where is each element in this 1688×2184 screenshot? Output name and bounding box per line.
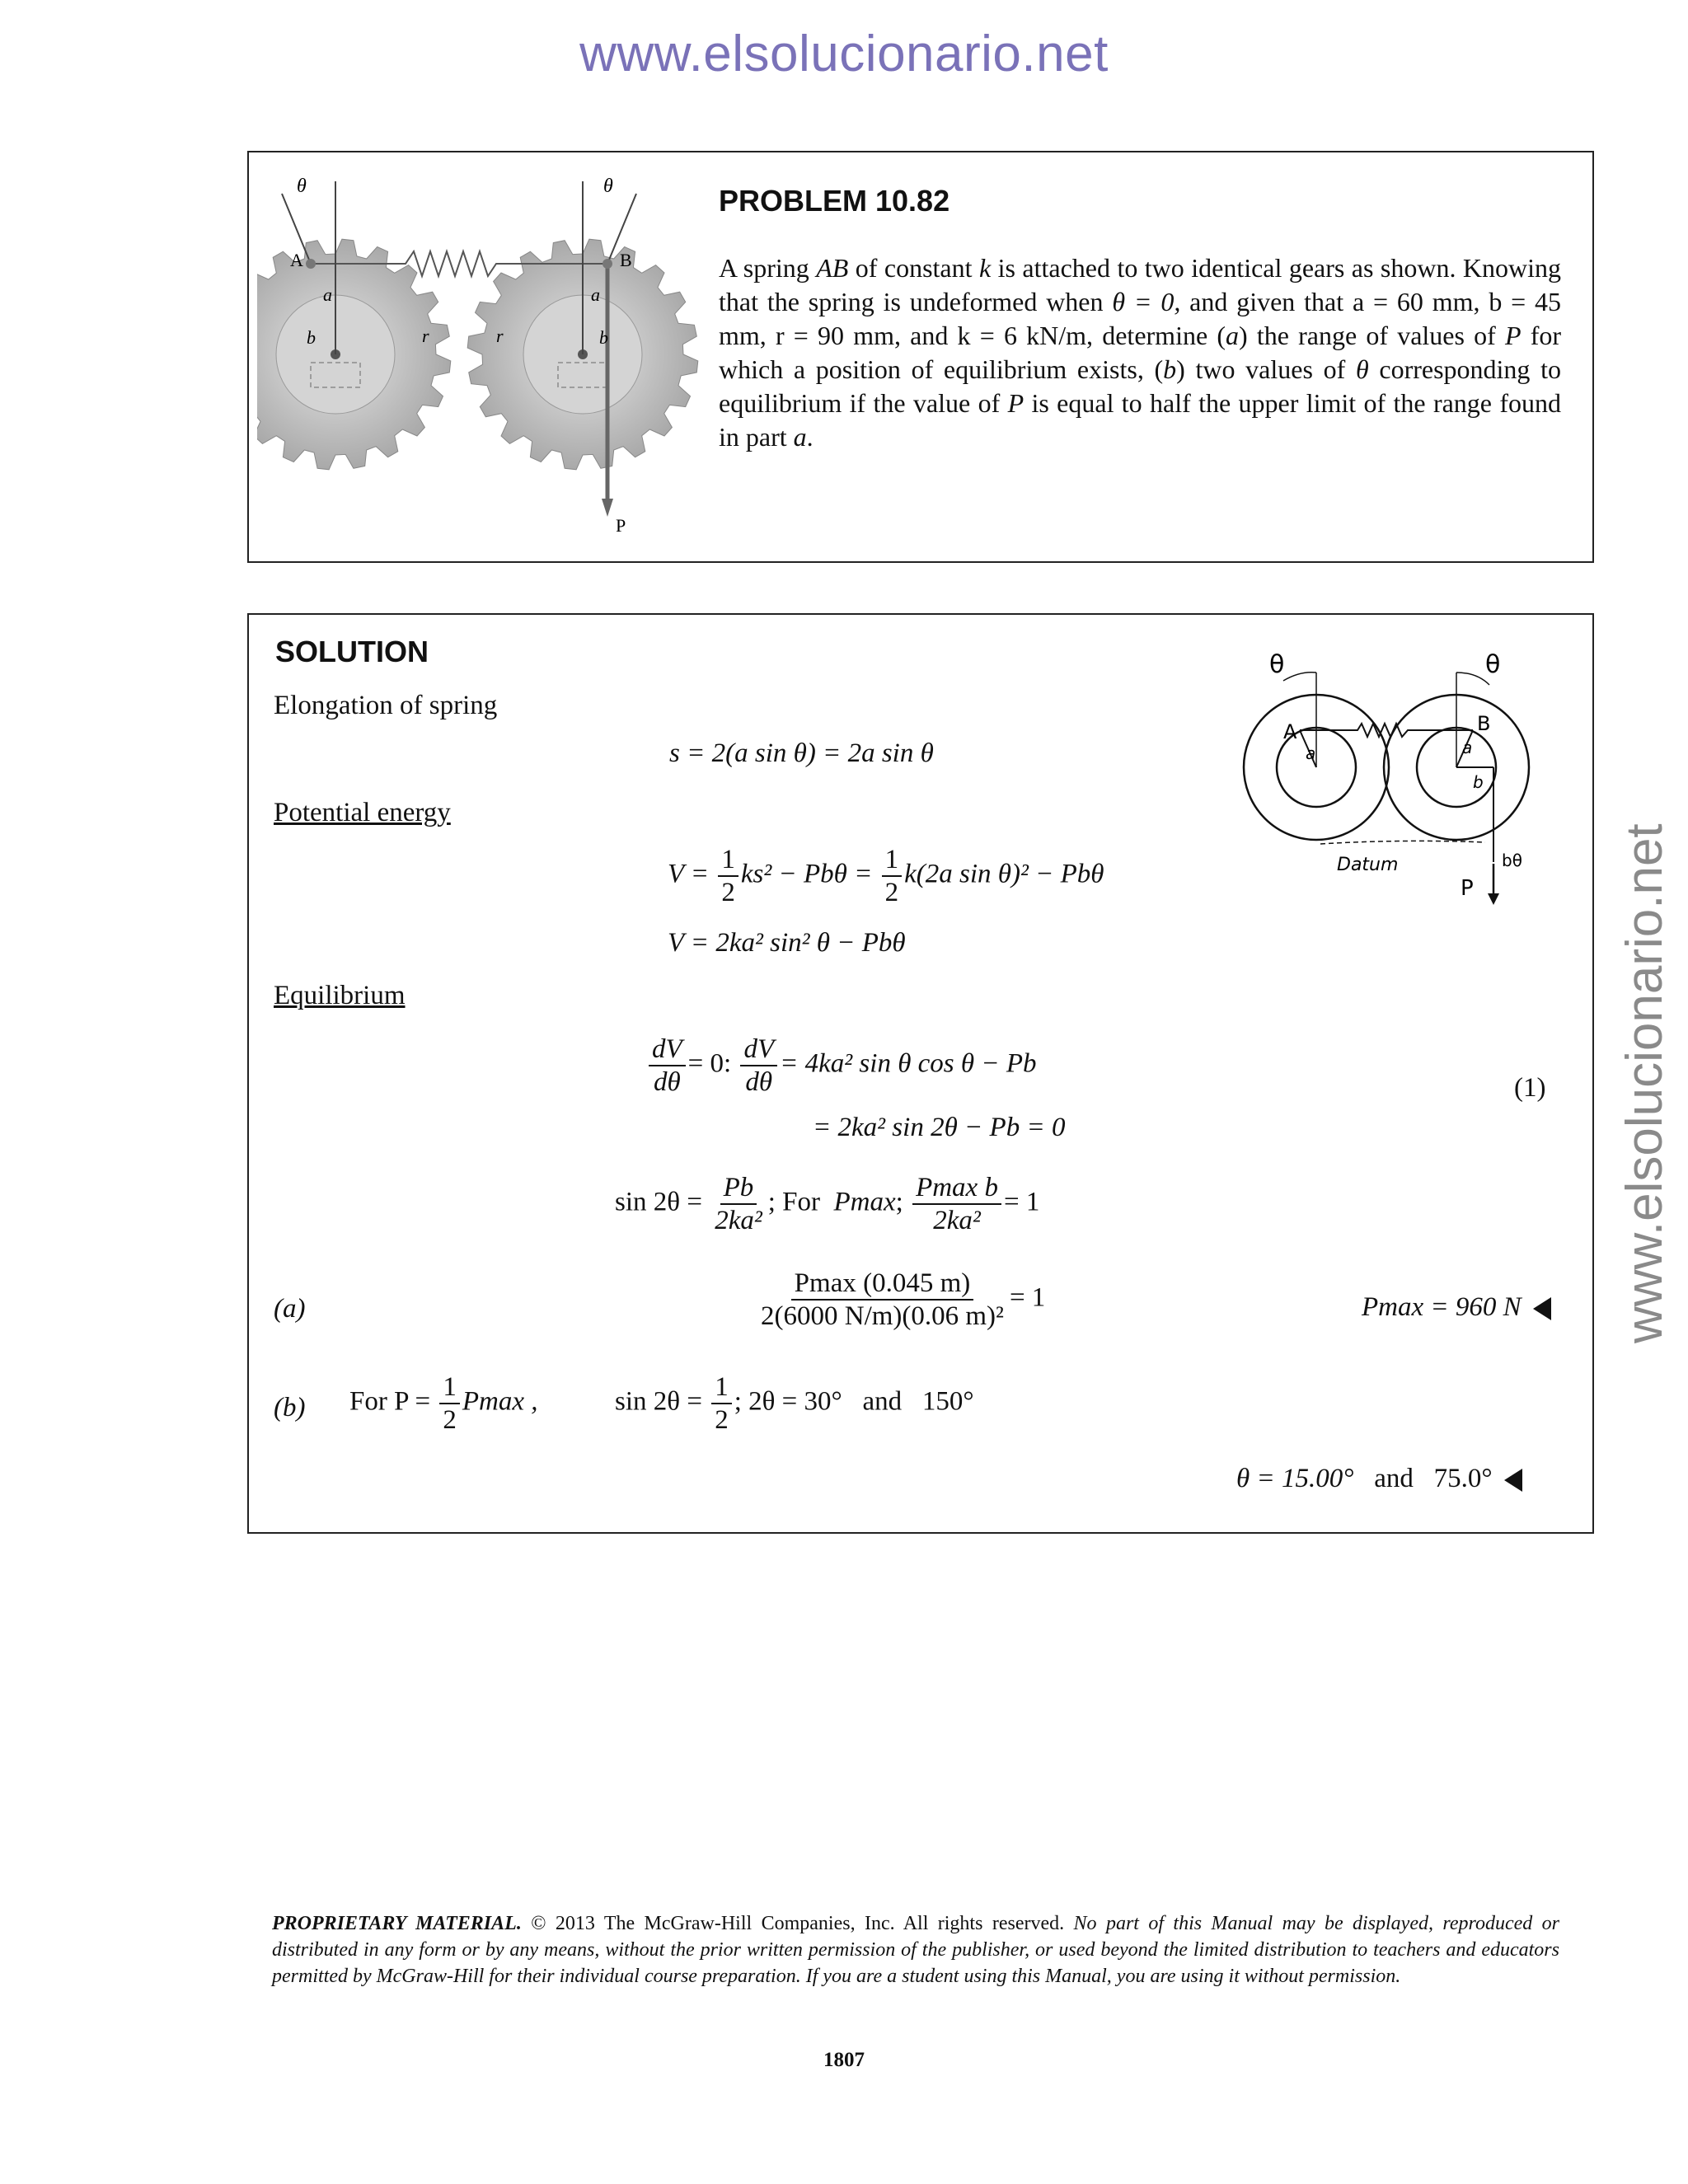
sketch-b: b	[1473, 772, 1484, 792]
label-a-right: a	[591, 284, 600, 305]
eq-sin2theta: sin 2θ = $\frac{Pb}{\text{2ka²}}$ ; For Pmax; $\frac{\text{Pmax b}}{\text{2ka²}}$ = 1	[615, 1173, 1040, 1235]
answer-b: θ = 15.00° and 75.0°	[1236, 1464, 1522, 1494]
equation-number: (1)	[1514, 1073, 1546, 1103]
equilibrium-label: Equilibrium	[274, 981, 406, 1010]
eq-part-b: sin 2θ = $\frac{1}{2}$ ; 2θ = 30° and 150°	[615, 1372, 974, 1435]
problem-title: PROBLEM 10.82	[719, 184, 950, 218]
label-theta-left: θ	[297, 176, 307, 197]
eq-V2: V = 2ka² sin² θ − Pbθ	[668, 928, 906, 958]
label-a-left: a	[323, 284, 332, 305]
eq-derivative-2: = 2ka² sin 2θ − Pb = 0	[813, 1113, 1066, 1142]
answer-marker-icon	[1504, 1469, 1522, 1492]
eq-part-a: $\frac{Pmax (0.045 m)}{\text{2(6000 N/m)(0.06 m)²}}$ = 1	[761, 1268, 1046, 1331]
page-number: 1807	[823, 2049, 865, 2071]
sketch-P: P	[1461, 876, 1474, 901]
eq-part-b-for: For P = $\frac{1}{2}$ Pmax ,	[349, 1372, 538, 1435]
label-r-left: r	[422, 326, 429, 346]
part-b-label: (b)	[274, 1393, 306, 1422]
potential-label: Potential energy	[274, 798, 451, 827]
problem-text: A spring AB of constant k is attached to two identical gears as shown. Knowing that the spring is undeformed when θ = 0, and given that a = 60 mm, b = 45 mm, r = 90 mm, and k = 6 kN/m, determine (a) the range of values of P for which a position of equilibrium exists, (b) two values of θ corresponding to equilibrium if the value of P is equal to half the upper limit of the range found in part a.	[719, 253, 1562, 452]
footer-copyright: PROPRIETARY MATERIAL. © 2013 The McGraw-Hill Companies, Inc. All rights reserved. No part of this Manual may be displayed, reproduced or distributed in any form or by any means, without the prior written permission of the publisher, or used beyond the limited distribution to teachers and educators permitted by McGraw-Hill for their individual course preparation. If you are a student using this Manual, you are using it without permission.	[272, 1913, 1559, 1987]
answer-a: Pmax = 960 N	[1362, 1292, 1551, 1323]
label-theta-right: θ	[603, 176, 613, 197]
label-b-left: b	[307, 327, 316, 348]
eq-V1: V = $\frac{1}{2}$ ks² − Pbθ = $\frac{1}{2}$ k(2a sin θ)² − Pbθ	[668, 845, 1104, 907]
sketch-B: B	[1477, 712, 1491, 735]
answer-marker-icon	[1533, 1297, 1551, 1320]
watermark-top: www.elsolucionario.net	[579, 26, 1109, 82]
watermark-side: www.elsolucionario.net	[1616, 823, 1673, 1343]
sketch-a-left: a	[1306, 743, 1316, 763]
sketch-A: A	[1283, 720, 1297, 743]
solution-title: SOLUTION	[275, 635, 429, 668]
sketch-datum: Datum	[1337, 855, 1399, 875]
part-a-label: (a)	[274, 1294, 306, 1324]
eq-s: s = 2(a sin θ) = 2a sin θ	[669, 738, 934, 768]
solution-box	[247, 613, 1594, 1534]
sketch-btheta: bθ	[1502, 851, 1522, 870]
label-A: A	[290, 250, 303, 270]
sketch-theta-right: θ	[1485, 650, 1501, 679]
eq-derivative: $\frac{dV}{d\theta}$ = 0: $\frac{dV}{d\theta}$ = 4ka² sin θ cos θ − Pb	[646, 1033, 1037, 1098]
elongation-label: Elongation of spring	[274, 691, 498, 720]
problem-box	[247, 151, 1594, 563]
solution-sketch	[1238, 648, 1551, 920]
label-r-right: r	[496, 326, 504, 346]
gears-figure	[257, 169, 702, 548]
label-B: B	[620, 250, 632, 270]
label-P: P	[616, 515, 626, 536]
sketch-a-right: a	[1462, 738, 1473, 757]
label-b-right: b	[599, 327, 608, 348]
sketch-theta-left: θ	[1269, 650, 1285, 679]
